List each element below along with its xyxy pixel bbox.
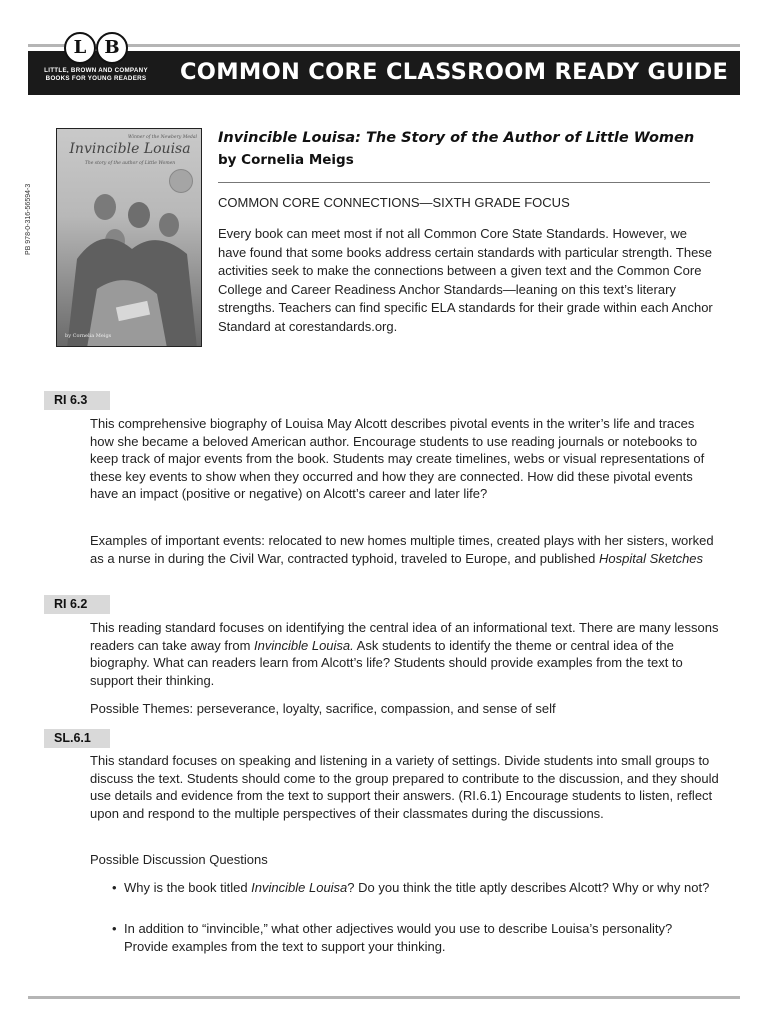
lb-logo — [64, 32, 130, 66]
isbn-label: PB 978-0-316-56594-3 — [25, 183, 32, 255]
intro-paragraph: Every book can meet most if not all Common Core State Standards. However, we have found that some books address certain standards with particular strength. These activities seek to make the connections between a given text and the Common Core College and Career Readiness Anchor Standards—leaning on this text’s literary strengths. Teachers can find specific ELA standards for their grade within each Anchor Standard at corestandards.org. — [218, 226, 713, 334]
bullet-icon: • — [112, 921, 117, 936]
ri62-book-title: Invincible Louisa. — [254, 637, 354, 653]
newbery-medal-icon — [169, 169, 193, 193]
ri62-paragraph — [90, 619, 720, 689]
discussion-question — [112, 920, 712, 955]
focus-heading: COMMON CORE CONNECTIONS—SIXTH GRADE FOCUS — [218, 195, 570, 210]
guide-title: COMMON CORE CLASSROOM READY GUIDE — [180, 59, 729, 85]
ri63-examples-text: Examples of important events: relocated to new homes multiple times, created plays with her sisters, worked as a nurse in during the Civil War, contracted typhoid, traveled to Europe, and published — [90, 533, 714, 566]
logo-letter-b: B — [96, 32, 128, 64]
bullet-icon: • — [112, 880, 117, 895]
publisher-imprint: BOOKS FOR YOUNG READERS — [45, 75, 147, 82]
book-title: Invincible Louisa: The Story of the Author of Little Women — [218, 130, 695, 146]
q1-text-a: Why is the book titled — [124, 880, 252, 895]
book-author: by Cornelia Meigs — [218, 152, 354, 168]
standard-tag-ri63: RI 6.3 — [44, 391, 110, 410]
sl61-paragraph: This standard focuses on speaking and listening in a variety of settings. Divide students into small groups to discuss the text. Students should come to the group prepared to contribute to the discussion, and they should use details and evidence from the text to support their answers. (RI.6.1) Encourage students to listen, reflect upon and respond to the multiple perspectives of their classmates during the discussions. — [90, 753, 719, 821]
q1-book-title: Invincible Louisa — [251, 880, 348, 895]
ri63-examples — [90, 532, 720, 567]
cover-title: Invincible Louisa — [69, 141, 191, 157]
question-text — [112, 879, 712, 897]
ri63-examples-title: Hospital Sketches — [598, 550, 704, 566]
question-text: In addition to “invincible,” what other adjectives would you use to describe Louisa’s personality? Provide examples from the text to support your thinking. — [124, 921, 673, 954]
ri62-themes: Possible Themes: perseverance, loyalty, sacrifice, compassion, and sense of self — [90, 701, 556, 716]
sl61-questions-heading: Possible Discussion Questions — [90, 852, 268, 867]
discussion-question — [112, 879, 712, 897]
ri62-text-b: Ask students to identify the theme or central idea of the biography. What can readers learn from Alcott’s life? Students should provide examples from the text to support their thinking. — [90, 637, 683, 688]
cover-tagline: Winner of the Newbery Medal — [127, 135, 197, 140]
publisher-name: LITTLE, BROWN AND COMPANY — [44, 67, 148, 74]
ri62-text-a: This reading standard focuses on identifying the central idea of an informational text. There are many lessons readers can take away from — [90, 620, 719, 653]
title-divider — [218, 182, 710, 183]
book-cover-image — [56, 128, 202, 347]
bottom-rule — [28, 996, 740, 999]
cover-subtitle: The story of the author of Little Women — [84, 161, 176, 166]
logo-letter-l: L — [64, 32, 96, 64]
standard-tag-ri62: RI 6.2 — [44, 595, 110, 614]
cover-author: by Cornelia Meigs — [65, 333, 112, 339]
top-rule — [28, 44, 740, 47]
ri63-paragraph: This comprehensive biography of Louisa May Alcott describes pivotal events in the writer’s life and traces how she became a beloved American author. Encourage students to use reading journals or notebooks to keep track of major events from the book. Students may create timelines, webs or visual representations of these key events to show when they occurred and how they are connected. How did these pivotal events have an impact (positive or negative) on Alcott’s career and later life? — [90, 416, 705, 502]
q1-text-b: ? Do you think the title aptly describes Alcott? Why or why not? — [347, 880, 710, 895]
standard-tag-sl61: SL.6.1 — [44, 729, 110, 748]
